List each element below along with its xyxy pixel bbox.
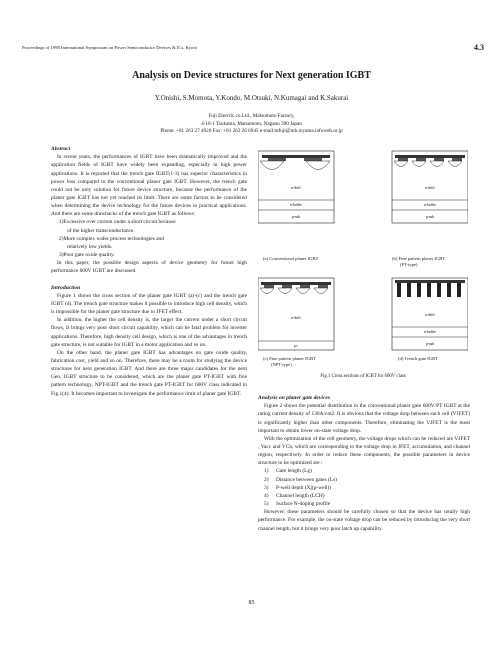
analysis-para1: Figure 2 shows the potential distribution in the conventional planer gate 600V/PT IGBT at the rating current density of 130A/cm2. It is obvious that the voltage drop between each cell (VJFET) is significantly higher than other components. Therefore, eliminating the VJFET is the most important to obtain lower on-state voltage drop. bbox=[258, 403, 470, 434]
label-nbuffer-a: n-buffer bbox=[290, 203, 302, 207]
caption-b-line1: (b) Fine pattern planer IGBT bbox=[392, 256, 446, 261]
intro-para3: On the other hand, the planer gate IGBT has advantages on gate oxide quality, fabrication cost, yield and so on. Therefore, there may be a room for studying the device structures for next generation IGBT. And there are three major candidates for the next Gen. IGBT structure to be considered, which are the planer gate PT-IGBT with fine pattern technology, NPT-IGBT and the trench gate PT-IGBT for 600V class indicated in Fig.1(4). It becomes important to investigate the performance limit of planer gate IGBT. bbox=[51, 349, 247, 397]
drawback-2a: 2)More complex wafer process technologies and bbox=[59, 235, 164, 242]
affiliation-company: Fuji Electric.co.Ltd., Matsumoto Factory, bbox=[208, 113, 295, 119]
caption-c bbox=[263, 356, 353, 368]
parameter-list bbox=[258, 467, 470, 508]
right-column bbox=[258, 394, 470, 533]
diagram-d-trench-gate bbox=[392, 278, 468, 350]
label-nbuffer-b: n-buffer bbox=[424, 203, 436, 207]
parameter-item: 1) Gate length (Lg) bbox=[264, 468, 312, 475]
label-pplus-c: p+ bbox=[294, 344, 298, 348]
paper-title: Analysis on Device structures for Next generation IGBT bbox=[132, 70, 371, 81]
figure-1-upper bbox=[258, 148, 468, 256]
affiliation-contact: Phone: +81 263 27 4926 Fax: +81 263 26 6945 e-mail:mfuji@mb.toyama.infoweb.or.jp bbox=[160, 128, 343, 135]
caption-c-line2: (NPT-type) bbox=[271, 362, 292, 367]
abstract-para2: In this paper, the possible design aspects of device geometry for future high performance 600V IGBT are discussed. bbox=[51, 260, 247, 275]
caption-d: (d) Trench gate IGBT bbox=[398, 356, 438, 361]
label-ndrift-a: n-drift bbox=[291, 186, 301, 190]
introduction-heading: Introduction bbox=[51, 284, 81, 291]
analysis-para2: With the optimization of the cell geometry, the voltage drops which can be reduced are VJFET , Vacc and VCh, which are corresponding to the voltage drop in JFET, accumulation, and channel region, respectively. In order to reduce these components, the possible parameters in device structure to be optimized are : bbox=[258, 435, 470, 467]
affiliation bbox=[0, 113, 503, 136]
caption-b-line2: (PT-type) bbox=[400, 262, 418, 267]
parameter-item: 4) Channel length (LCH) bbox=[264, 492, 325, 499]
drawback-1b: of the higher transconductance. bbox=[67, 227, 135, 234]
caption-c-line1: (c) Fine pattern planer IGBT bbox=[263, 356, 316, 361]
analysis-heading: Analysis on planer gate devices bbox=[258, 395, 331, 401]
diagram-a-conventional-planer bbox=[258, 151, 334, 223]
label-psub-d: p-sub bbox=[426, 342, 434, 346]
section-number: 4.3 bbox=[474, 43, 484, 52]
label-ndrift-c: n-drift bbox=[291, 316, 301, 320]
intro-para2: In addition, the higher the cell density is, the larger the current under a short circuit flows, It brings very poor short circuit capability, which can be fatal problem for inverter applications. Therefore, high density cell design, which is one of the advantages in trench gate structure, is not suitable for IGBT in a motor application and so on. bbox=[51, 317, 247, 348]
label-nbuffer-d: n-buffer bbox=[424, 330, 436, 334]
drawback-2b: relatively low yields. bbox=[67, 243, 113, 250]
abstract-para1: In recent years, the performances of IGBT have been dramatically improved and the application fields of IGBT have widely been expanding, especially in high power applications. It is reported that the trench gate IGBT(1-3) has superior characteristics in power loss compared to the conventional planer gate IGBT. However, the trench gate could not be only solution for future device structure, because the performance of the planer gate IGBT has not yet reached its limit. There are some factors to be considered when determining the device technology for the future devices in practical applications. And there are some drawbacks of the trench gate IGBT as follows: bbox=[51, 154, 247, 218]
label-ndrift-d: n-drift bbox=[425, 313, 435, 317]
diagram-c-fine-pattern-npt bbox=[258, 278, 334, 350]
parameter-item: 2) Distance between gates (Ls) bbox=[264, 476, 337, 483]
caption-b bbox=[392, 256, 482, 268]
affiliation-address: 4-18-1 Tsukama, Matsumoto, Nagano 390 Japan bbox=[201, 120, 302, 127]
abstract-heading: Abstract bbox=[51, 146, 71, 152]
label-ndrift-b: n-drift bbox=[425, 186, 435, 190]
figure-1-caption: Fig.1 Cross sections of IGBT for 600V class bbox=[320, 374, 406, 379]
drawback-1a: 1)Excessive over current under a short circuit because bbox=[59, 219, 176, 226]
left-column bbox=[51, 145, 247, 398]
intro-para1: Figure 1 shows the cross section of the planer gate IGBT (a)-(c) and the trench gate IGBT (d). The trench gate structure makes it possible to introduce high cell density, which is impossible for the planer gate structure due to JFET effect. bbox=[51, 292, 247, 316]
caption-a: (a) Conventional planer IGBT bbox=[263, 256, 319, 261]
parameter-item: 5) Surface N-doping profile bbox=[264, 501, 331, 508]
diagram-b-fine-pattern-pt bbox=[392, 151, 468, 223]
author-list: Y.Onishi, S.Momota, Y.Kondo, M.Otsuki, N.Kumagai and K.Sakurai bbox=[154, 94, 349, 102]
proceedings-header: Proceedings of 1998 International Symposium on Power Semiconductor Devices & ICs, Kyoto bbox=[22, 45, 198, 50]
parameter-item: 3) P-well depth (Xj(p-well)) bbox=[264, 484, 332, 491]
label-psub-a: p-sub bbox=[292, 215, 300, 219]
label-psub-b: p-sub bbox=[426, 215, 434, 219]
analysis-para3: However, these parameters should be carefully chosen so that the device has totally high performance. For example, the on-state voltage drop can be reduced by introducing the very short channel length, but it brings very poor latch up capability. bbox=[258, 509, 470, 532]
drawback-3: 3)Poor gate oxide quality. bbox=[59, 252, 115, 259]
page-number: 85 bbox=[248, 600, 255, 606]
figure-1-lower bbox=[258, 275, 468, 355]
